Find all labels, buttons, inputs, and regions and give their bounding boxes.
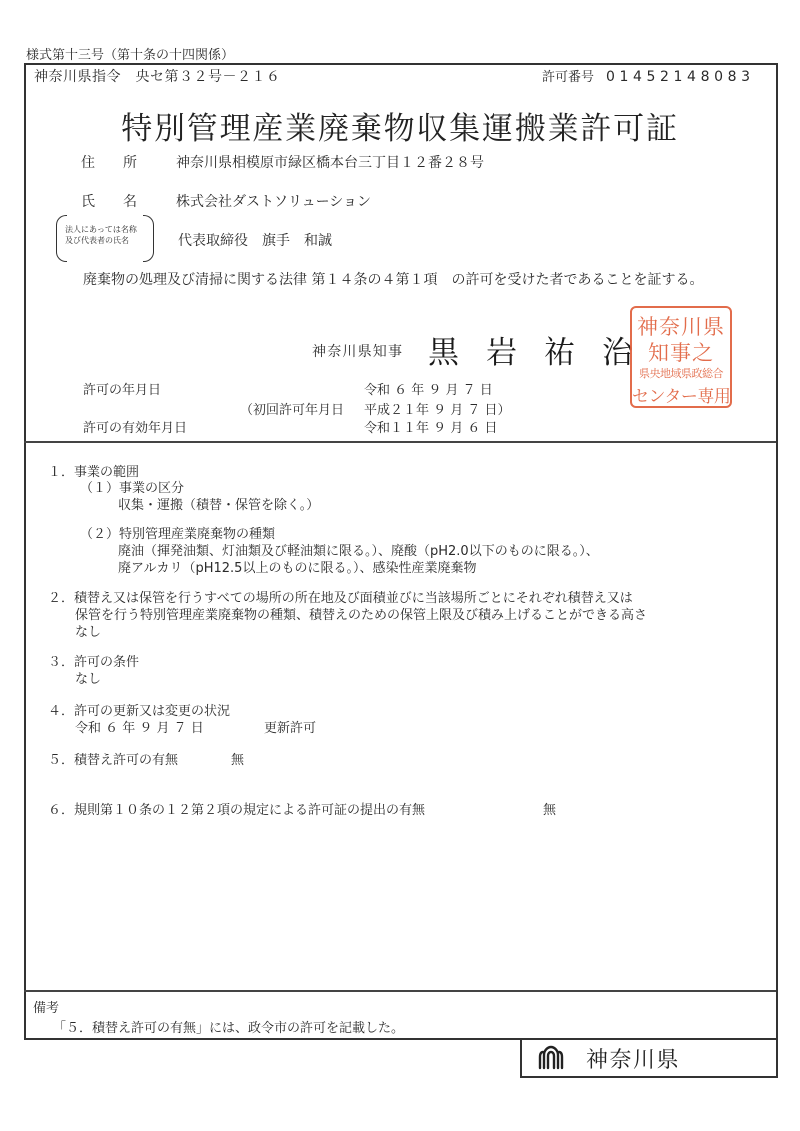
section-2-heading-line2: 保管を行う特別管理産業廃棄物の種類、積替えのための保管上限及び積み上げることができる高さ <box>75 608 648 623</box>
section-3-value: なし <box>75 672 102 687</box>
section-4-heading: ４．許可の更新又は変更の状況 <box>48 704 231 719</box>
section-1-sub1-value: 収集・運搬（積替・保管を除く。） <box>118 498 320 513</box>
section-5-heading: ５．積替え許可の有無 <box>48 753 179 768</box>
permit-number-label: 許可番号 <box>542 70 595 85</box>
section-divider <box>24 441 776 443</box>
initial-permit-value: 平成２１年 ９ 月 ７ 日） <box>364 403 511 418</box>
seal-row-4: センター専用 <box>632 387 730 407</box>
directive-number: 神奈川県指令 央セ第３２号－２１６ <box>34 69 281 85</box>
section-1-sub2-heading: （２）特別管理産業廃棄物の種類 <box>80 527 276 542</box>
permit-number-value: 01452148083 <box>606 69 755 85</box>
seal-row-3: 県央地域県政総合 <box>639 367 723 380</box>
initial-permit-label: （初回許可年月日 <box>240 403 345 418</box>
corporate-note-line1: 法人にあっては名称 <box>65 225 137 234</box>
certification-statement: 廃棄物の処理及び清掃に関する法律 第１４条の４第１項 の許可を受けた者であることを証する。 <box>83 272 704 288</box>
section-4-date: 令和 ６ 年 ９ 月 ７ 日 <box>75 721 204 736</box>
remarks-divider <box>24 990 776 992</box>
official-seal <box>630 306 732 408</box>
remarks-text: 「５．積替え許可の有無」には、政令市の許可を記載した。 <box>53 1021 405 1036</box>
valid-until-value: 令和１１年 ９ 月 ６ 日 <box>364 421 498 436</box>
document-title: 特別管理産業廃棄物収集運搬業許可証 <box>121 111 679 147</box>
address-label: 住 所 <box>81 155 137 171</box>
section-2-heading-line1: ２．積替え又は保管を行うすべての場所の所在地及び面積並びに当該場所ごとにそれぞれ積替え又は <box>48 591 633 606</box>
section-5-value: 無 <box>231 753 245 768</box>
section-1-sub1-heading: （１）事業の区分 <box>80 481 185 496</box>
representative-name: 代表取締役 旗手 和誠 <box>178 233 332 249</box>
corporate-note <box>56 215 154 260</box>
permit-date-label: 許可の年月日 <box>83 383 162 398</box>
kanagawa-emblem-icon <box>538 1044 564 1070</box>
section-1-sub2-line2: 廃アルカリ（pH12.5以上のものに限る。）、感染性産業廃棄物 <box>118 561 477 576</box>
permit-number <box>542 66 755 85</box>
name-label: 氏 名 <box>81 194 137 210</box>
valid-until-label: 許可の有効年月日 <box>83 421 188 436</box>
section-2-value: なし <box>75 625 102 640</box>
corporate-note-line2: 及び代表者の氏名 <box>65 236 129 245</box>
section-6-value: 無 <box>543 803 557 818</box>
bracket-right <box>143 215 154 262</box>
seal-row-2: 知事之 <box>648 341 714 365</box>
name-value: 株式会社ダストソリューション <box>176 194 372 210</box>
governor-name: 黒岩祐治 <box>428 335 660 371</box>
remarks-heading: 備考 <box>33 1001 60 1016</box>
form-number: 様式第十三号（第十条の十四関係） <box>26 48 235 63</box>
governor-label: 神奈川県知事 <box>312 344 404 360</box>
section-6-heading: ６．規則第１０条の１２第２項の規定による許可証の提出の有無 <box>48 803 426 818</box>
section-3-heading: ３．許可の条件 <box>48 655 140 670</box>
section-1-heading: １．事業の範囲 <box>48 465 140 480</box>
permit-date-value: 令和 ６ 年 ９ 月 ７ 日 <box>364 383 493 398</box>
corporate-note-text <box>65 224 137 246</box>
prefecture-footer <box>520 1038 778 1078</box>
prefecture-name: 神奈川県 <box>586 1048 681 1073</box>
seal-row-1: 神奈川県 <box>637 315 725 339</box>
address-value: 神奈川県相模原市緑区橋本台三丁目１２番２８号 <box>176 155 484 171</box>
section-1-sub2-line1: 廃油（揮発油類、灯油類及び軽油類に限る。）、廃酸（pH2.0以下のものに限る。）、 <box>118 544 599 559</box>
section-4-status: 更新許可 <box>264 721 317 736</box>
